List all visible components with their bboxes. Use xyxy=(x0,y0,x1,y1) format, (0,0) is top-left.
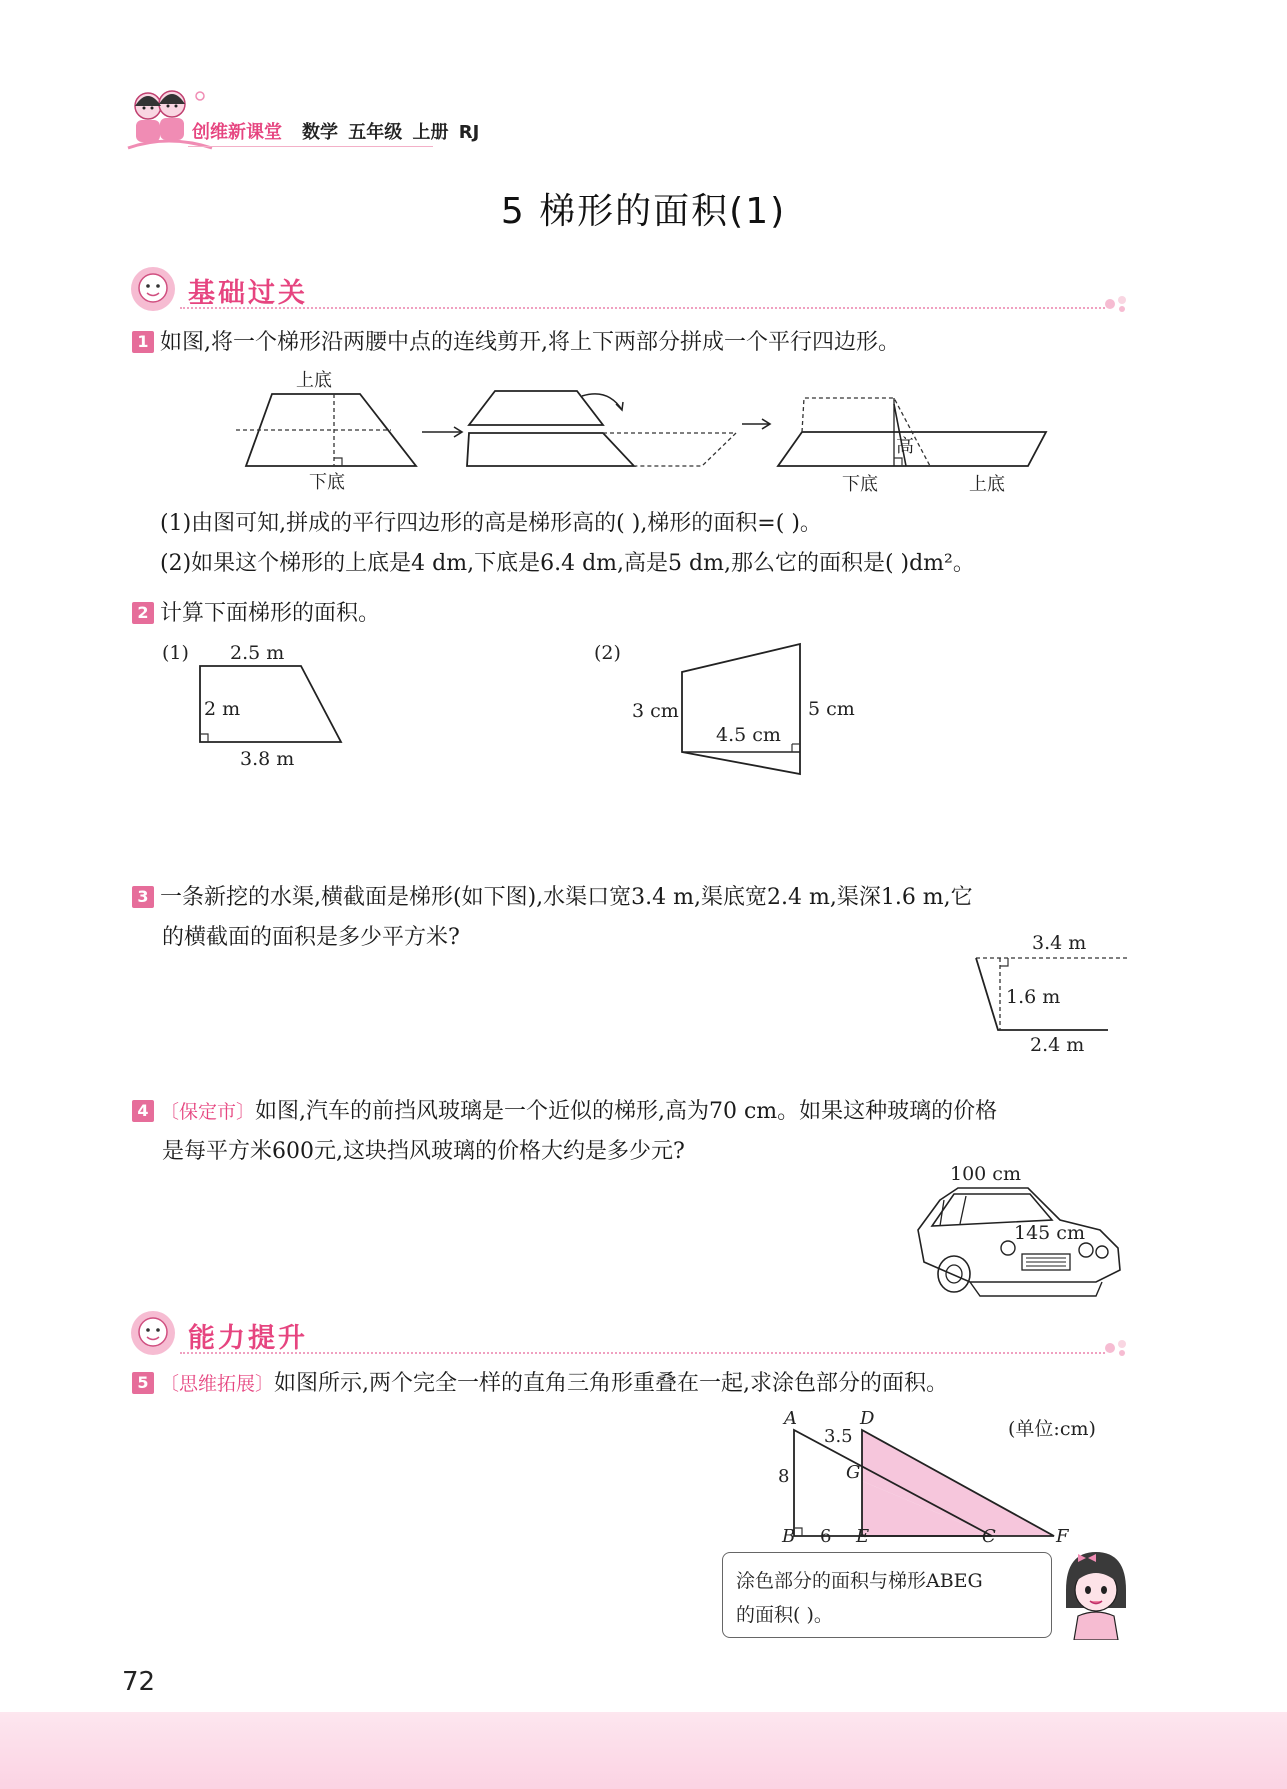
q5-length-dg: 3.5 xyxy=(824,1426,853,1447)
brand-name: 创维新课堂 xyxy=(192,122,282,143)
q1-label-top-base: 上底 xyxy=(296,370,332,391)
q1-subquestion-2: (2)如果这个梯形的上底是4 dm,下底是6.4 dm,高是5 dm,那么它的面积是( )dm²。 xyxy=(160,551,975,576)
q1-figure xyxy=(236,364,1056,500)
q2-part1-height: 2 m xyxy=(204,698,241,720)
dots-ornament-icon xyxy=(1102,294,1132,314)
q2-part1-top: 2.5 m xyxy=(230,642,285,664)
q5-point-g: G xyxy=(846,1462,861,1483)
q2-text: 计算下面梯形的面积。 xyxy=(160,601,381,626)
q5-prompt xyxy=(132,1364,948,1404)
section-title-basic: 基础过关 xyxy=(188,278,308,309)
hint-line-1: 涂色部分的面积与梯形ABEG xyxy=(736,1570,983,1592)
q1-prompt xyxy=(132,323,1132,363)
q2-part2-left: 3 cm xyxy=(632,700,679,722)
q1-label-bottom-base-2: 下底 xyxy=(842,474,878,495)
q5-length-be: 6 xyxy=(820,1526,832,1547)
q4-fig-bottom: 145 cm xyxy=(1014,1222,1085,1244)
q5-point-d: D xyxy=(860,1408,875,1429)
section-mascot-icon xyxy=(128,264,180,314)
q4-text-line1: 如图,汽车的前挡风玻璃是一个近似的梯形,高为70 cm。如果这种玻璃的价格 xyxy=(255,1099,998,1124)
q5-point-c: C xyxy=(982,1526,996,1547)
q1-label-bottom-base: 下底 xyxy=(309,472,345,493)
q4-fig-top: 100 cm xyxy=(950,1163,1021,1185)
section-mascot-icon-2 xyxy=(128,1308,180,1358)
q4-text-line2: 是每平方米600元,这块挡风玻璃的价格大约是多少元? xyxy=(162,1139,685,1164)
q4-source-tag: 〔保定市〕 xyxy=(160,1101,256,1123)
q5-point-f: F xyxy=(1056,1526,1069,1547)
q5-number: 5 xyxy=(132,1372,154,1394)
q5-point-b: B xyxy=(782,1526,796,1547)
q3-prompt xyxy=(132,878,973,918)
q3-text-line1: 一条新挖的水渠,横截面是梯形(如下图),水渠口宽3.4 m,渠底宽2.4 m,渠深1.6 m,它 xyxy=(160,885,973,910)
dots-ornament-icon-2 xyxy=(1102,1338,1132,1358)
girl-mascot-icon xyxy=(1062,1546,1130,1640)
q2-part1-bottom: 3.8 m xyxy=(240,748,295,770)
header-underline xyxy=(188,146,433,147)
q3-text-line2: 的横截面的面积是多少平方米? xyxy=(162,925,460,950)
q2-number: 2 xyxy=(132,602,154,624)
page-number: 72 xyxy=(122,1667,156,1697)
q4-number: 4 xyxy=(132,1100,154,1122)
q3-fig-height: 1.6 m xyxy=(1006,986,1061,1008)
q1-text: 如图,将一个梯形沿两腰中点的连线剪开,将上下两部分拼成一个平行四边形。 xyxy=(160,330,900,355)
book-subject: 数学 五年级 上册 RJ xyxy=(302,122,480,143)
q5-length-ab: 8 xyxy=(778,1466,790,1487)
q1-label-top-base-2: 上底 xyxy=(969,474,1005,495)
q2-part2-height: 4.5 cm xyxy=(716,724,781,746)
section-divider-2 xyxy=(180,1352,1105,1354)
lesson-title: 5 梯形的面积(1) xyxy=(500,191,787,232)
q3-fig-top: 3.4 m xyxy=(1032,932,1087,954)
q3-number: 3 xyxy=(132,886,154,908)
q5-point-a: A xyxy=(784,1408,797,1429)
q5-point-e: E xyxy=(856,1526,870,1547)
q5-text: 如图所示,两个完全一样的直角三角形重叠在一起,求涂色部分的面积。 xyxy=(274,1371,949,1396)
section-divider xyxy=(180,307,1105,309)
q1-number: 1 xyxy=(132,331,154,353)
section-title-advance: 能力提升 xyxy=(188,1323,308,1354)
q2-figure-2 xyxy=(676,640,806,780)
q4-prompt xyxy=(132,1092,997,1132)
q2-part2-label: (2) xyxy=(594,642,621,664)
q2-part2-right: 5 cm xyxy=(808,698,855,720)
q2-part1-label: (1) xyxy=(162,642,189,664)
q1-label-height: 高 xyxy=(896,436,914,457)
hint-line-2: 的面积( )。 xyxy=(736,1604,833,1626)
q2-prompt xyxy=(132,594,380,634)
q5-unit: (单位:cm) xyxy=(1008,1418,1096,1440)
q1-subquestion-1: (1)由图可知,拼成的平行四边形的高是梯形高的( ),梯形的面积=( )。 xyxy=(160,511,822,536)
q3-fig-bottom: 2.4 m xyxy=(1030,1034,1085,1056)
bottom-decor-band xyxy=(0,1712,1287,1789)
q5-source-tag: 〔思维拓展〕 xyxy=(160,1373,275,1395)
